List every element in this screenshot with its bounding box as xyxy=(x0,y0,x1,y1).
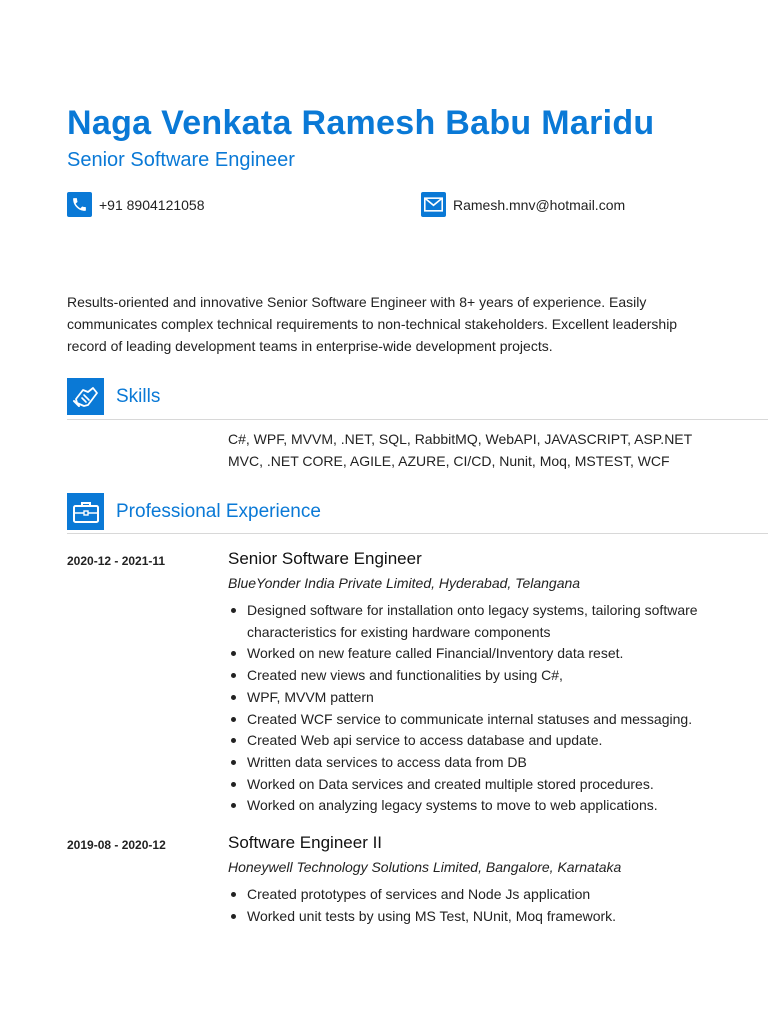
contact-email xyxy=(421,192,625,217)
section-divider xyxy=(67,419,768,420)
candidate-title: Senior Software Engineer xyxy=(67,149,295,171)
list-item: Worked on analyzing legacy systems to move to web applications. xyxy=(228,795,748,817)
job-responsibilities xyxy=(228,884,748,927)
list-item: WPF, MVVM pattern xyxy=(228,687,748,709)
list-item: Written data services to access data from DB xyxy=(228,752,748,774)
phone-number: +91 8904121058 xyxy=(99,196,205,213)
job-title: Software Engineer II xyxy=(228,833,383,852)
list-item: Worked on Data services and created multiple stored procedures. xyxy=(228,774,748,796)
job-dates: 2020-12 - 2021-11 xyxy=(67,554,166,568)
envelope-icon xyxy=(421,192,446,217)
job-title: Senior Software Engineer xyxy=(228,549,422,568)
skills-section-header xyxy=(67,378,160,415)
section-divider xyxy=(67,533,768,534)
job-company: Honeywell Technology Solutions Limited, Bangalore, Karnataka xyxy=(228,859,622,875)
briefcase-icon xyxy=(67,493,104,530)
phone-icon xyxy=(67,192,92,217)
list-item: Worked on new feature called Financial/Inventory data reset. xyxy=(228,643,748,665)
list-item: Created prototypes of services and Node Js application xyxy=(228,884,748,906)
list-item: Created Web api service to access database and update. xyxy=(228,730,748,752)
experience-heading: Professional Experience xyxy=(116,500,321,522)
list-item: Designed software for installation onto legacy systems, tailoring software characteristics for existing hardware components xyxy=(228,600,748,643)
list-item: Worked unit tests by using MS Test, NUnit, Moq framework. xyxy=(228,906,748,928)
experience-section-header xyxy=(67,493,321,530)
list-item: Created WCF service to communicate internal statuses and messaging. xyxy=(228,709,748,731)
candidate-name: Naga Venkata Ramesh Babu Maridu xyxy=(67,104,655,142)
job-responsibilities xyxy=(228,600,748,817)
contact-phone xyxy=(67,192,205,217)
skills-list: C#, WPF, MVVM, .NET, SQL, RabbitMQ, WebAPI, JAVASCRIPT, ASP.NET MVC, .NET CORE, AGILE, AZURE, CI/CD, Nunit, Moq, MSTEST, WCF xyxy=(228,431,692,469)
job-dates: 2019-08 - 2020-12 xyxy=(67,838,166,852)
job-company: BlueYonder India Private Limited, Hyderabad, Telangana xyxy=(228,575,581,591)
email-address: Ramesh.mnv@hotmail.com xyxy=(453,196,626,213)
list-item: Created new views and functionalities by using C#, xyxy=(228,665,748,687)
handshake-icon xyxy=(67,378,104,415)
skills-heading: Skills xyxy=(116,385,161,407)
profile-summary: Results-oriented and innovative Senior Software Engineer with 8+ years of experience. Easily communicates complex technical requirements to non-technical stakeholders. Excellent leadership record of leading development teams in enterprise-wide development projects. xyxy=(67,294,678,354)
